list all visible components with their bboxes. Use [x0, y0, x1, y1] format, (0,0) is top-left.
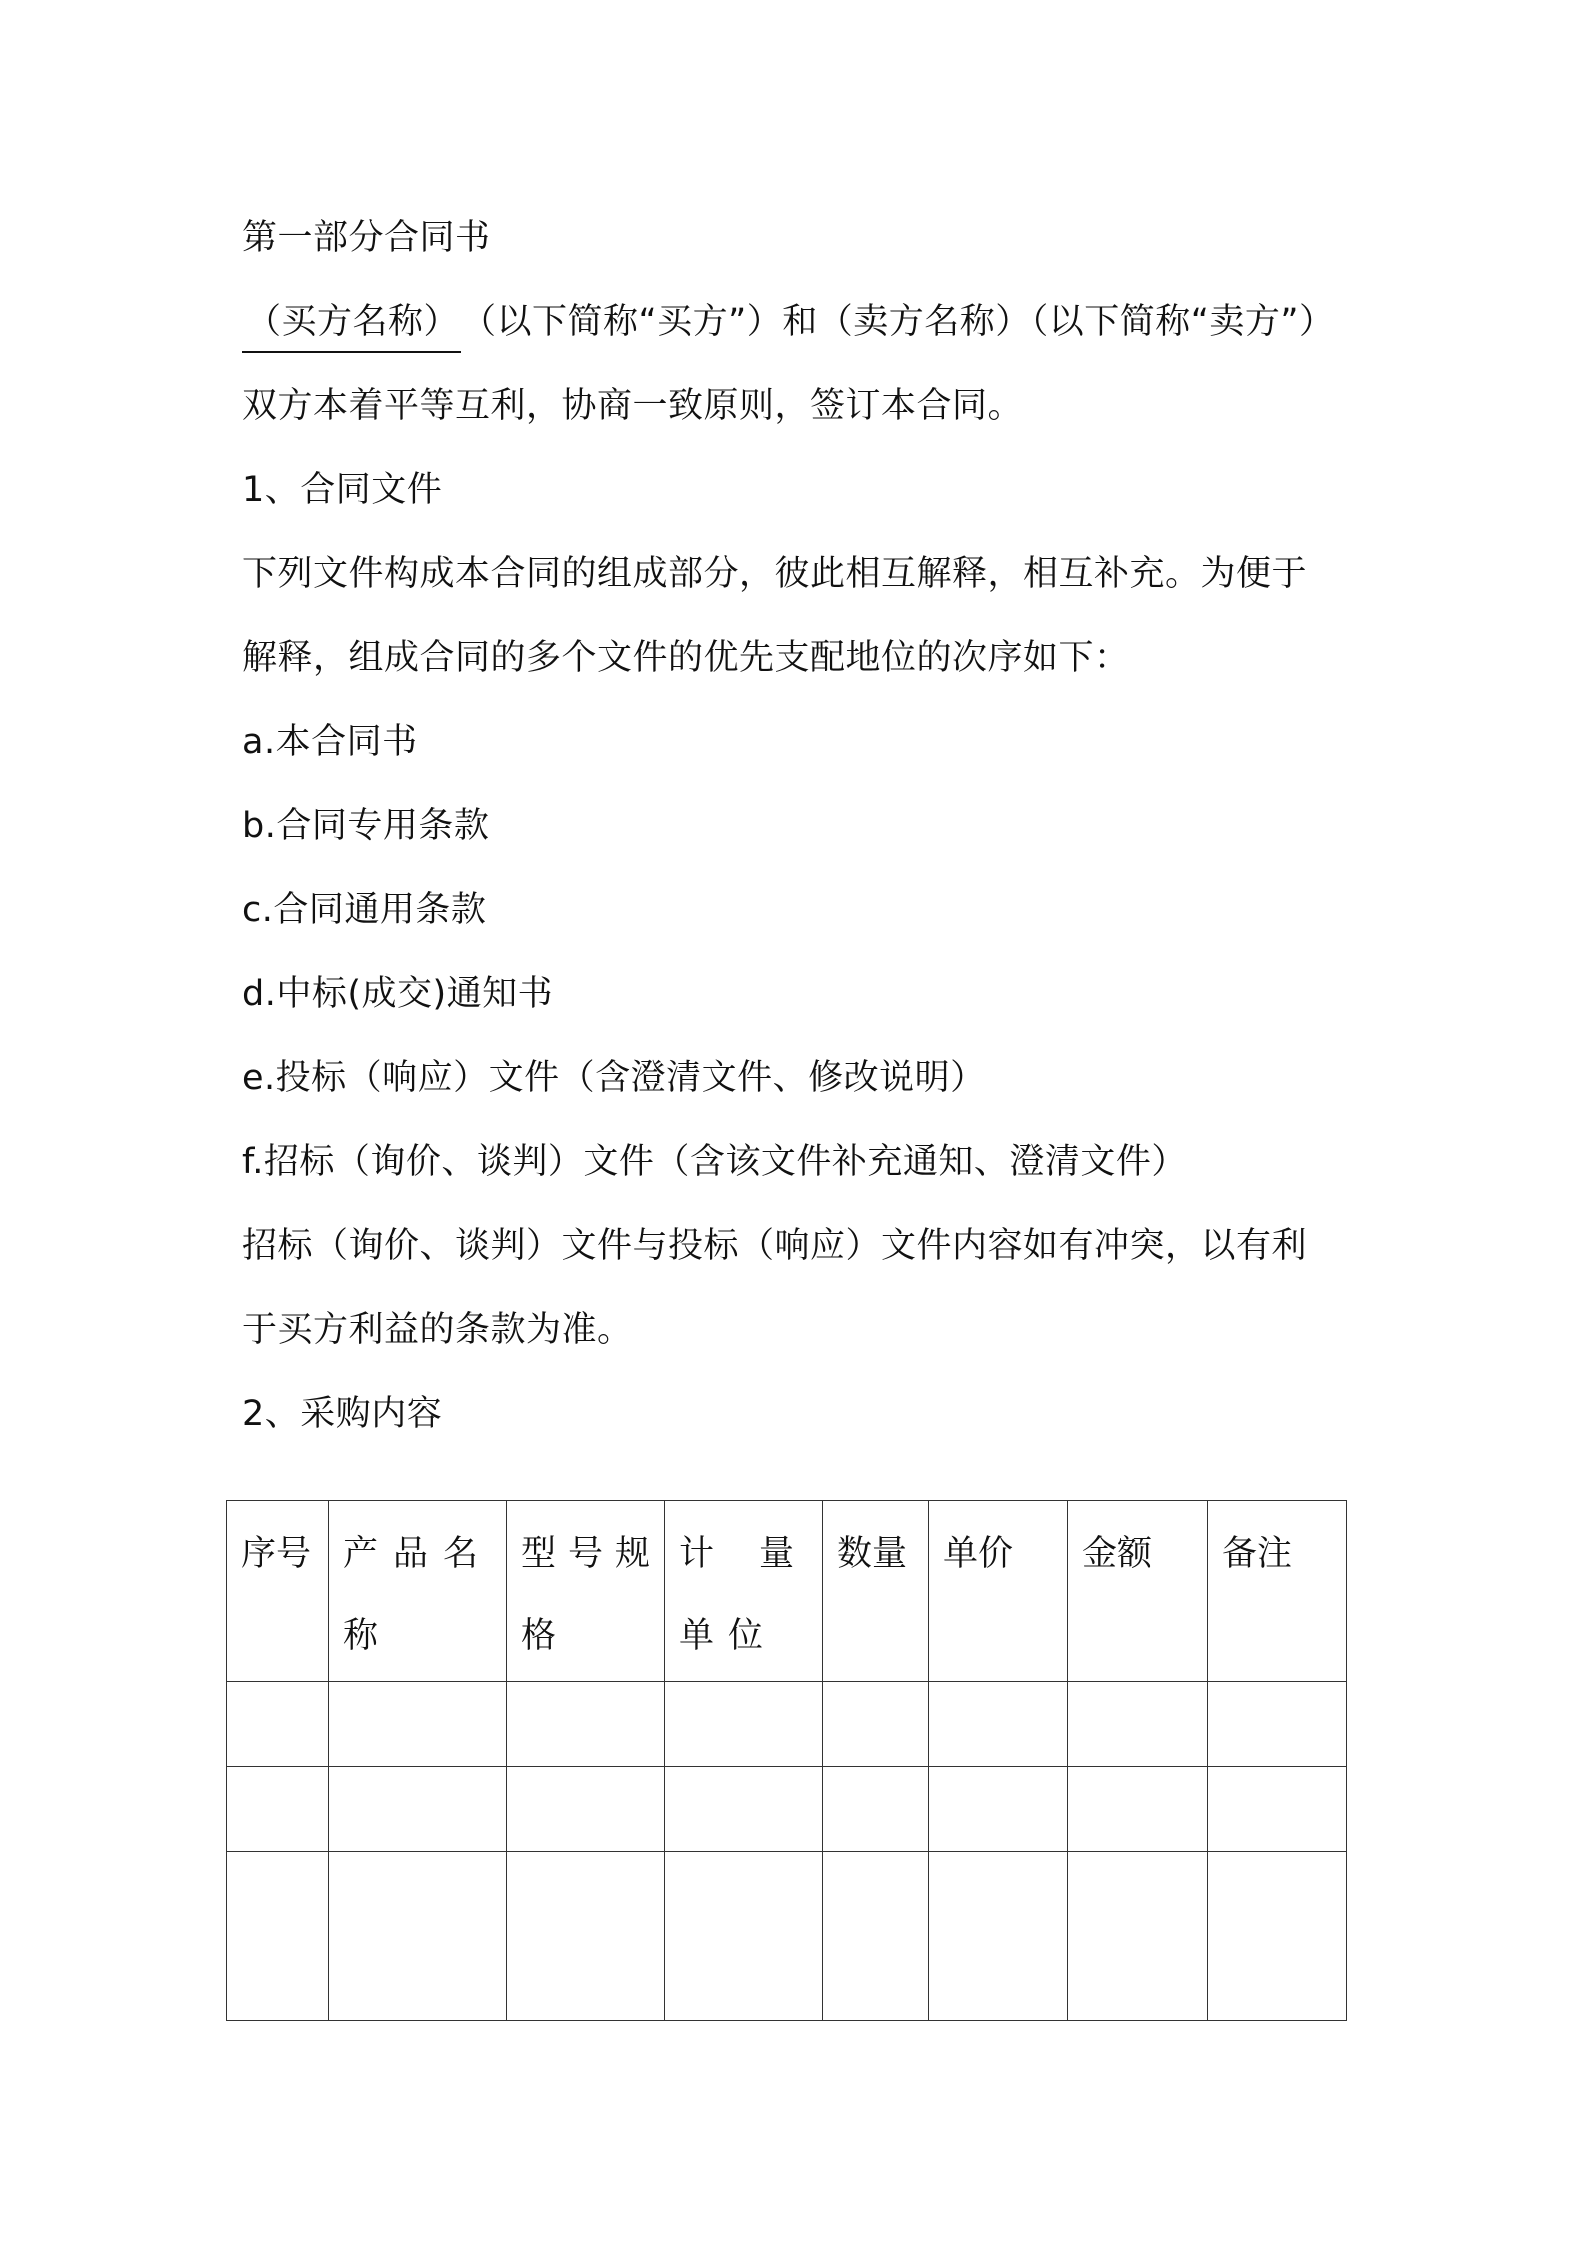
table-cell: [329, 1852, 507, 2021]
table-cell: [1208, 1852, 1347, 2021]
header-model-spec: 型号规格: [507, 1501, 665, 1682]
table-cell: [665, 1767, 823, 1852]
intro-line-2: 双方本着平等互利，协商一致原则，签订本合同。: [242, 386, 1024, 426]
table-cell: [665, 1682, 823, 1767]
table-cell: [665, 1852, 823, 2021]
table-row: [227, 1852, 1347, 2021]
table-cell: [227, 1852, 329, 2021]
table-cell: [929, 1682, 1068, 1767]
document-item-d: d.中标(成交)通知书: [242, 974, 554, 1014]
document-item-a: a.本合同书: [242, 722, 418, 762]
table-cell: [823, 1767, 929, 1852]
table-cell: [929, 1767, 1068, 1852]
intro-line-1: [242, 280, 1372, 364]
header-product-name: 产品名称: [329, 1501, 507, 1682]
header-remarks: 备注: [1208, 1501, 1347, 1682]
table-cell: [1208, 1682, 1347, 1767]
table-cell: [329, 1682, 507, 1767]
table-cell: [929, 1852, 1068, 2021]
purchase-content-table: [226, 1500, 1347, 2021]
intro-line-1-rest: （以下简称“买方”）和（卖方名称）（以下简称“卖方”）: [461, 302, 1335, 342]
table-cell: [1068, 1682, 1208, 1767]
clause-2-heading: 2、采购内容: [242, 1394, 443, 1434]
table-header-row: [227, 1501, 1347, 1682]
document-item-f: f.招标（询价、谈判）文件（含该文件补充通知、澄清文件）: [242, 1142, 1187, 1182]
table-cell: [1068, 1852, 1208, 2021]
header-serial-number: 序号: [227, 1501, 329, 1682]
table-cell: [823, 1852, 929, 2021]
table-cell: [1208, 1767, 1347, 1852]
section-title: 第一部分合同书: [242, 218, 491, 258]
table-cell: [823, 1682, 929, 1767]
header-unit-price: 单价: [929, 1501, 1068, 1682]
buyer-name-blank: （买方名称）: [242, 293, 461, 353]
clause-1-text-line-2: 解释，组成合同的多个文件的优先支配地位的次序如下：: [242, 638, 1130, 678]
conflict-note-line-2: 于买方利益的条款为准。: [242, 1310, 633, 1350]
header-unit: 计量单位: [665, 1501, 823, 1682]
table-cell: [329, 1767, 507, 1852]
table-cell: [507, 1767, 665, 1852]
table-row: [227, 1682, 1347, 1767]
table-cell: [507, 1852, 665, 2021]
clause-1-text-line-1: 下列文件构成本合同的组成部分，彼此相互解释，相互补充。为便于: [242, 554, 1308, 594]
table-cell: [1068, 1767, 1208, 1852]
clause-1-heading: 1、合同文件: [242, 470, 443, 510]
table-cell: [507, 1682, 665, 1767]
document-item-e: e.投标（响应）文件（含澄清文件、修改说明）: [242, 1058, 986, 1098]
document-item-b: b.合同专用条款: [242, 806, 490, 846]
table-cell: [227, 1682, 329, 1767]
conflict-note-line-1: 招标（询价、谈判）文件与投标（响应）文件内容如有冲突，以有利: [242, 1226, 1308, 1266]
contract-body: [242, 196, 1372, 1456]
table-cell: [227, 1767, 329, 1852]
table-row: [227, 1767, 1347, 1852]
header-quantity: 数量: [823, 1501, 929, 1682]
document-item-c: c.合同通用条款: [242, 890, 487, 930]
header-amount: 金额: [1068, 1501, 1208, 1682]
